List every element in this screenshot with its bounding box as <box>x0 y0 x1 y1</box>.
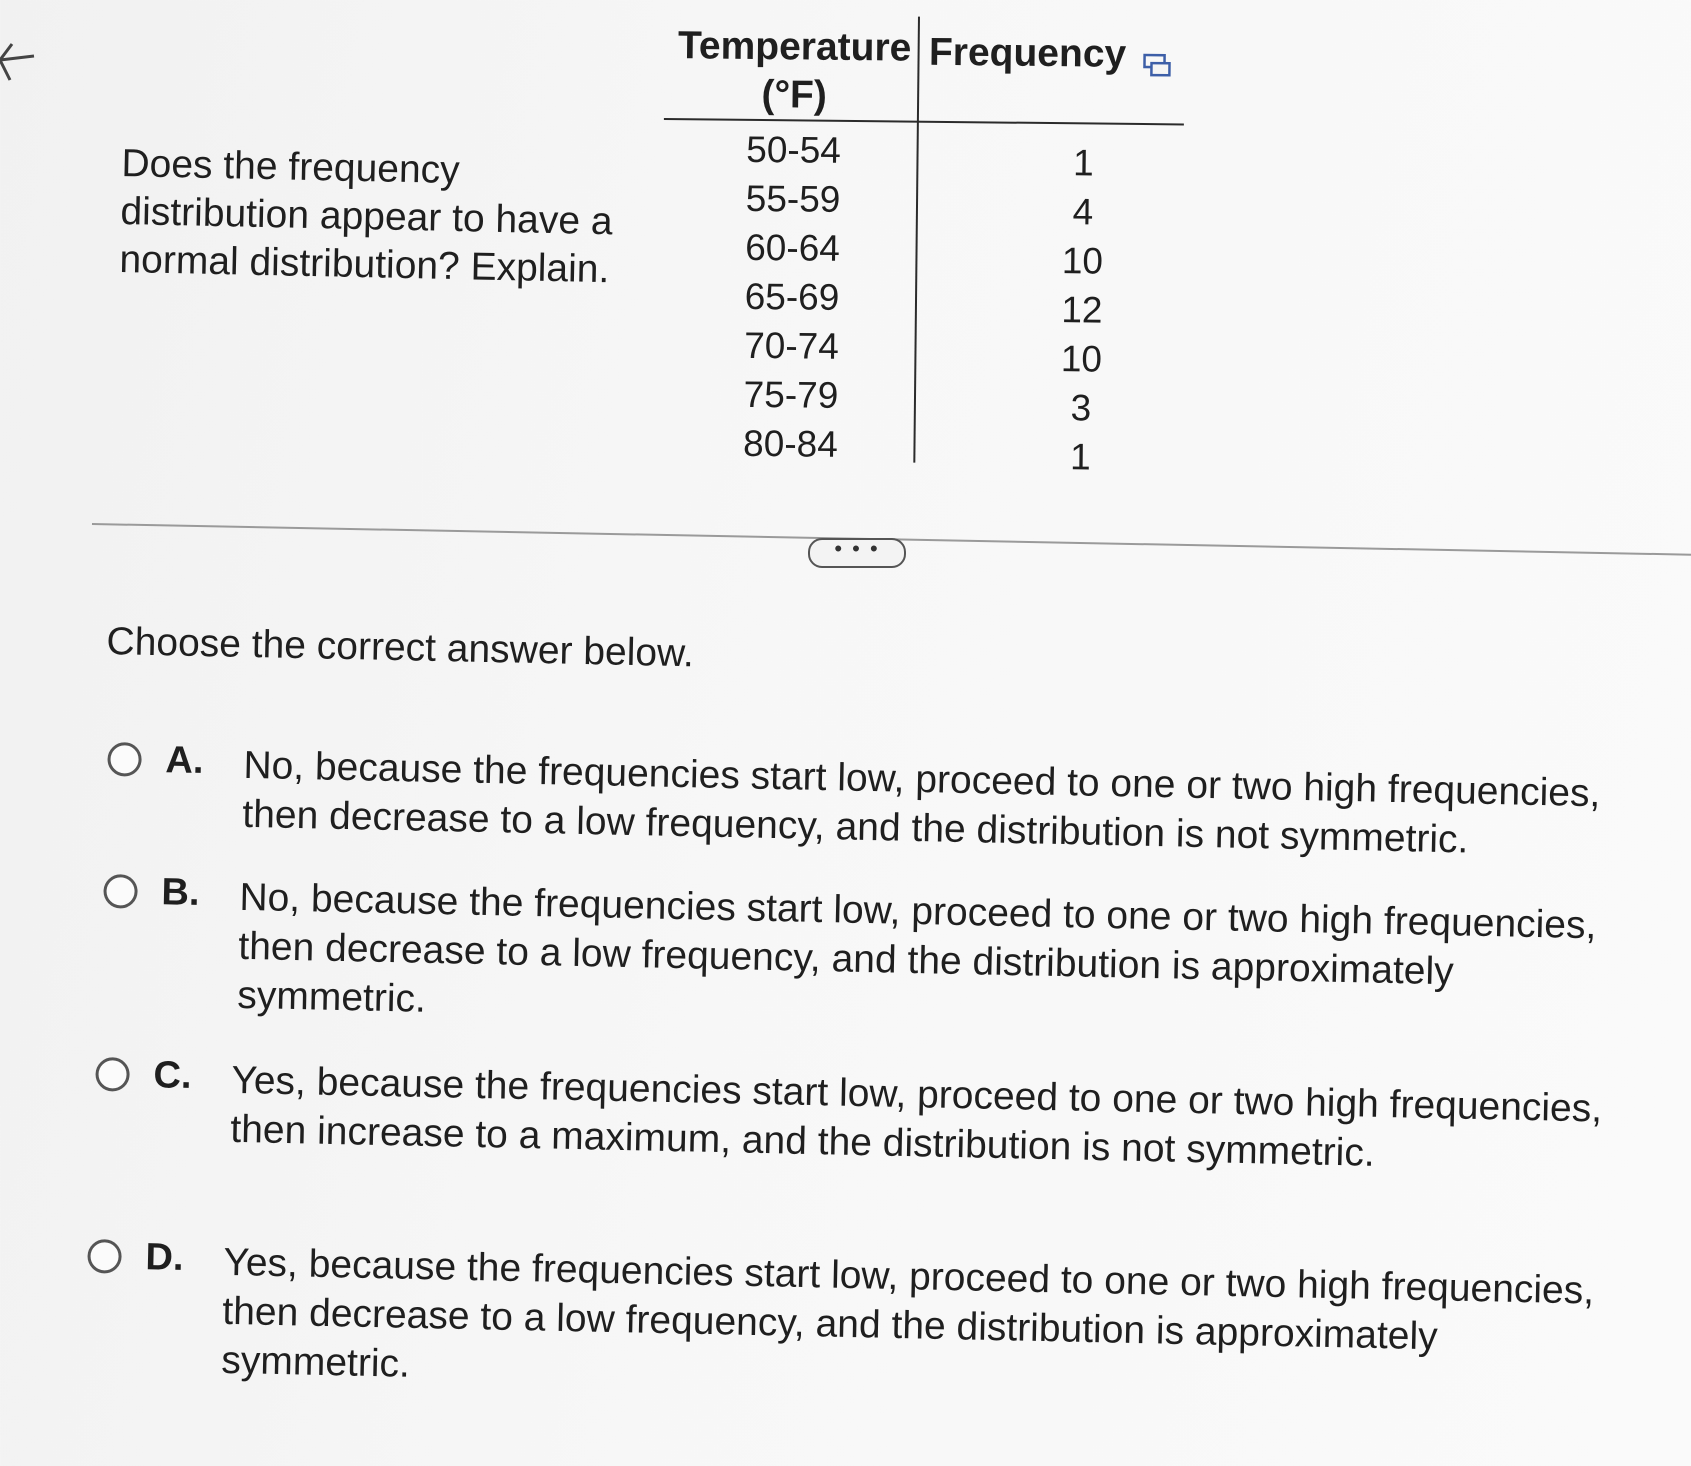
table-row <box>661 369 1181 429</box>
table-row <box>662 271 1182 331</box>
option-b[interactable] <box>104 870 1664 1021</box>
temperature-cell: 50-54 <box>746 128 842 171</box>
radio-option-c[interactable] <box>95 1057 130 1092</box>
temperature-cell: 75-79 <box>743 373 839 416</box>
option-letter: C. <box>153 1054 192 1098</box>
temperature-cell: 55-59 <box>745 177 841 220</box>
option-text: No, because the frequencies start low, proceed to one or two high frequencies, then decrease to a low frequency, and the distribution is approximately symmetric. <box>236 875 1597 1021</box>
table-row <box>663 124 1183 184</box>
more-button[interactable]: • • • <box>808 538 906 568</box>
copy-icon[interactable] <box>1142 51 1172 79</box>
radio-option-b[interactable] <box>103 874 138 909</box>
frequency-cell: 10 <box>1060 338 1103 380</box>
option-a[interactable] <box>108 738 1668 862</box>
frequency-cell: 1 <box>1069 436 1091 478</box>
radio-option-a[interactable] <box>107 742 142 777</box>
table-row <box>660 418 1180 478</box>
temperature-header <box>674 22 915 121</box>
frequency-header: Frequency <box>928 30 1127 76</box>
radio-option-d[interactable] <box>87 1239 122 1274</box>
question-text: Does the frequency distribution appear to have a normal distribution? Explain. <box>119 141 614 292</box>
frequency-cell: 3 <box>1070 387 1092 429</box>
temperature-cell: 60-64 <box>745 226 841 269</box>
frequency-cell: 4 <box>1072 191 1094 233</box>
frequency-table <box>660 14 1205 480</box>
option-letter: D. <box>145 1236 184 1280</box>
answer-prompt: Choose the correct answer below. <box>106 620 695 676</box>
option-letter: B. <box>161 871 200 915</box>
frequency-cell: 10 <box>1061 240 1104 282</box>
table-body <box>660 124 1184 478</box>
table-row <box>661 320 1181 380</box>
option-d[interactable] <box>88 1235 1648 1386</box>
option-text: Yes, because the frequencies start low, proceed to one or two high frequencies, then increase to a maximum, and the distribution is not symmetric. <box>229 1058 1603 1175</box>
table-row <box>663 173 1183 233</box>
temperature-cell: 70-74 <box>743 324 840 367</box>
option-text: No, because the frequencies start low, proceed to one or two high frequencies, then decrease to a low frequency, and the distribution is not symmetric. <box>241 743 1601 862</box>
temperature-header-line2: (°F) <box>761 73 828 117</box>
temperature-cell: 80-84 <box>742 422 839 465</box>
frequency-cell: 1 <box>1072 142 1094 184</box>
table-row <box>662 222 1182 282</box>
temperature-cell: 65-69 <box>744 275 840 318</box>
option-c[interactable] <box>96 1053 1656 1175</box>
option-letter: A. <box>165 739 204 783</box>
frequency-cell: 12 <box>1061 289 1103 331</box>
back-arrow-icon[interactable] <box>0 30 40 90</box>
temperature-header-line1: Temperature <box>677 24 912 70</box>
option-text: Yes, because the frequencies start low, proceed to one or two high frequencies, then decrease to a low frequency, and the distribution is approximately symmetric. <box>220 1240 1595 1386</box>
